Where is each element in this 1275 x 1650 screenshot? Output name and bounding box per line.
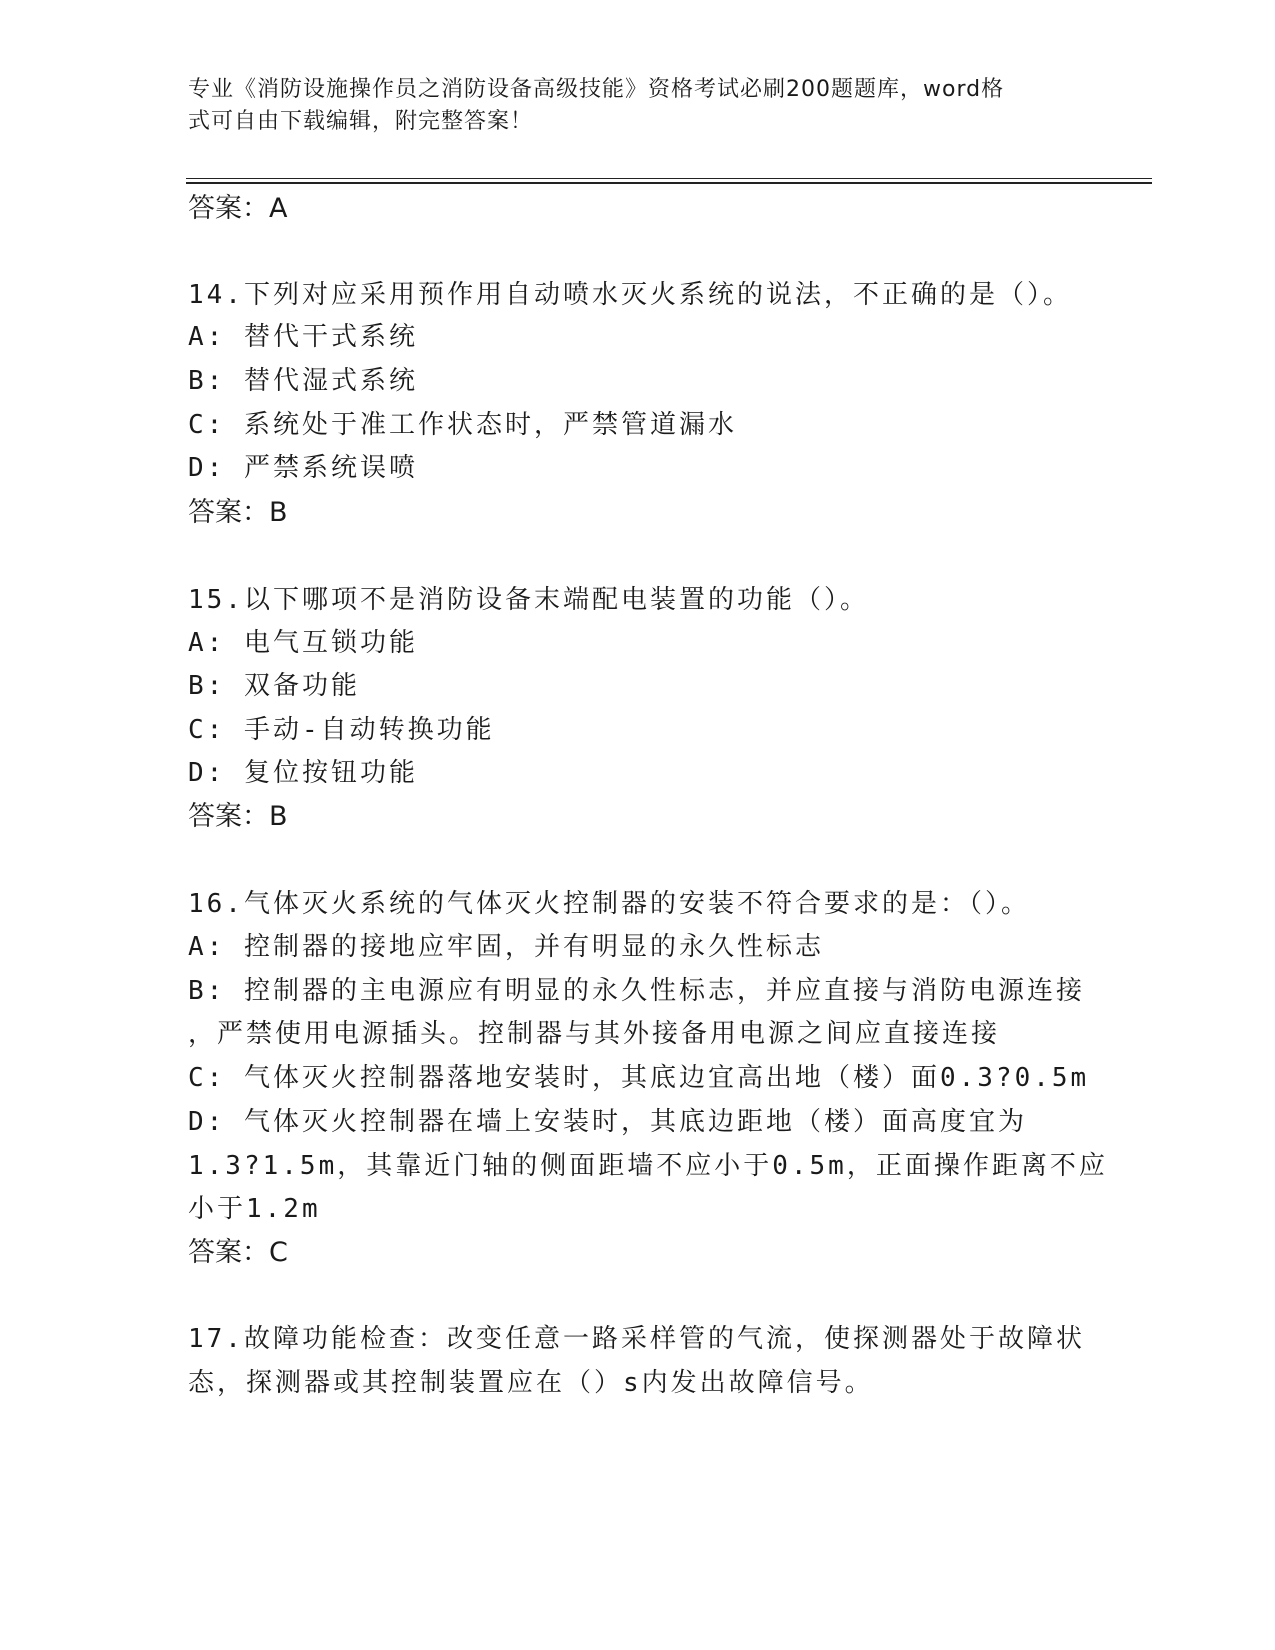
document-header [188, 74, 1068, 138]
header-line-1: 专业《消防设施操作员之消防设备高级技能》资格考试必刷200题题库，word格 [188, 77, 1005, 102]
option-c: C: 气体灭火控制器落地安装时，其底边宜高出地（楼）面0.3?0.5m [188, 1063, 1090, 1093]
option-d: D: 复位按钮功能 [188, 758, 418, 788]
answer: 答案：B [188, 801, 288, 832]
option-d-line-3: 小于1.2m [188, 1194, 321, 1224]
option-c: C: 系统处于准工作状态时，严禁管道漏水 [188, 410, 737, 440]
option-b: B: 替代湿式系统 [188, 366, 418, 396]
answer: 答案：C [188, 1237, 288, 1268]
option-d-line-2: 1.3?1.5m，其靠近门轴的侧面距墙不应小于0.5m，正面操作距离不应 [188, 1151, 1108, 1181]
option-b-line-1: B: 控制器的主电源应有明显的永久性标志，并应直接与消防电源连接 [188, 976, 1085, 1006]
question-stem-line-2: 态，探测器或其控制装置应在（）s内发出故障信号。 [188, 1368, 874, 1398]
option-d: D: 严禁系统误喷 [188, 453, 418, 483]
question-stem: 14.下列对应采用预作用自动喷水灭火系统的说法，不正确的是（）。 [188, 280, 1072, 310]
option-c: C: 手动-自动转换功能 [188, 715, 495, 745]
header-rule-thin [186, 178, 1152, 179]
option-b: B: 双备功能 [188, 671, 360, 701]
answer: 答案：B [188, 497, 288, 528]
previous-answer: 答案：A [188, 193, 288, 224]
option-a: A: 电气互锁功能 [188, 628, 418, 658]
option-a: A: 替代干式系统 [188, 322, 418, 352]
question-stem-line-1: 17.故障功能检查：改变任意一路采样管的气流，使探测器处于故障状 [188, 1324, 1085, 1354]
header-rule-thick [186, 182, 1152, 184]
header-line-2: 式可自由下载编辑，附完整答案！ [188, 109, 534, 134]
question-stem: 15.以下哪项不是消防设备末端配电装置的功能（）。 [188, 585, 869, 615]
question-stem: 16.气体灭火系统的气体灭火控制器的安装不符合要求的是：（）。 [188, 889, 1030, 919]
option-b-line-2: ，严禁使用电源插头。控制器与其外接备用电源之间应直接连接 [188, 1019, 1001, 1049]
option-d-line-1: D: 气体灭火控制器在墙上安装时，其底边距地（楼）面高度宜为 [188, 1107, 1027, 1137]
option-a: A: 控制器的接地应牢固，并有明显的永久性标志 [188, 932, 824, 962]
